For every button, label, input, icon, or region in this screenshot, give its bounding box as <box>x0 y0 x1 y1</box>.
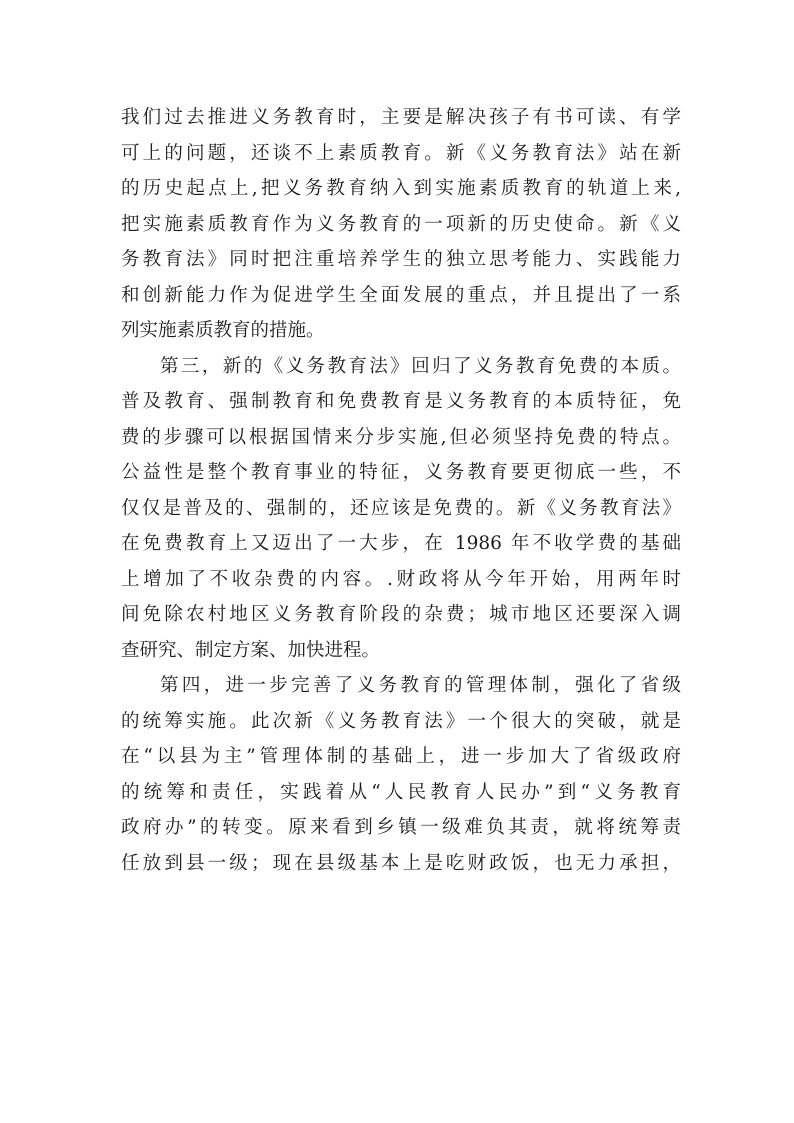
text-line: 仅仅是普及的、强制的，还应该是免费的。新《义务教育法》 <box>121 497 681 519</box>
text-line: 在“以县为主”管理体制的基础上，进一步加大了省级政府 <box>121 746 681 767</box>
text-line: 间免除农村地区义务教育阶段的杂费；城市地区还要深入调 <box>121 604 681 625</box>
text-line: 公益性是整个教育事业的特征，义务教育要更彻底一些，不 <box>121 462 681 483</box>
paragraph-start-line: 第四，进一步完善了义务教育的管理体制，强化了省级 <box>160 675 681 696</box>
text-line: 的统筹和责任，实践着从“人民教育人民办”到“义务教育 <box>121 781 681 803</box>
text-line: 列实施素质教育的措施。 <box>121 320 325 341</box>
text-line: 查研究、制定方案、加快进程。 <box>121 639 381 661</box>
text-line: 在免费教育上又迈出了一大步，在 1986 年不收学费的基础 <box>121 533 681 554</box>
text-line: 的历史起点上,把义务教育纳入到实施素质教育的轨道上来, <box>121 178 681 199</box>
text-line: 可上的问题，还谈不上素质教育。新《义务教育法》站在新 <box>121 142 681 164</box>
text-line: 务教育法》同时把注重培养学生的独立思考能力、实践能力 <box>121 249 681 270</box>
text-line: 政府办”的转变。原来看到乡镇一级难负其责，就将统筹责 <box>121 817 681 838</box>
text-line: 普及教育、强制教育和免费教育是义务教育的本质特征，免 <box>121 391 681 412</box>
body-text <box>121 100 681 881</box>
text-line: 费的步骤可以根据国情来分步实施,但必须坚持免费的特点。 <box>121 426 681 448</box>
text-line: 的统筹实施。此次新《义务教育法》一个很大的突破，就是 <box>121 710 681 732</box>
text-line: 和创新能力作为促进学生全面发展的重点，并且提出了一系 <box>121 284 681 306</box>
paragraph-start-line: 第三，新的《义务教育法》回归了义务教育免费的本质。 <box>160 355 681 377</box>
text-line: 任放到县一级；现在县级基本上是吃财政饭，也无力承担， <box>121 852 681 874</box>
text-line: 上增加了不收杂费的内容。.财政将从今年开始，用两年时 <box>121 568 681 590</box>
text-line: 我们过去推进义务教育时，主要是解决孩子有书可读、有学 <box>121 107 681 128</box>
text-line: 把实施素质教育作为义务教育的一项新的历史使命。新《义 <box>121 213 681 235</box>
